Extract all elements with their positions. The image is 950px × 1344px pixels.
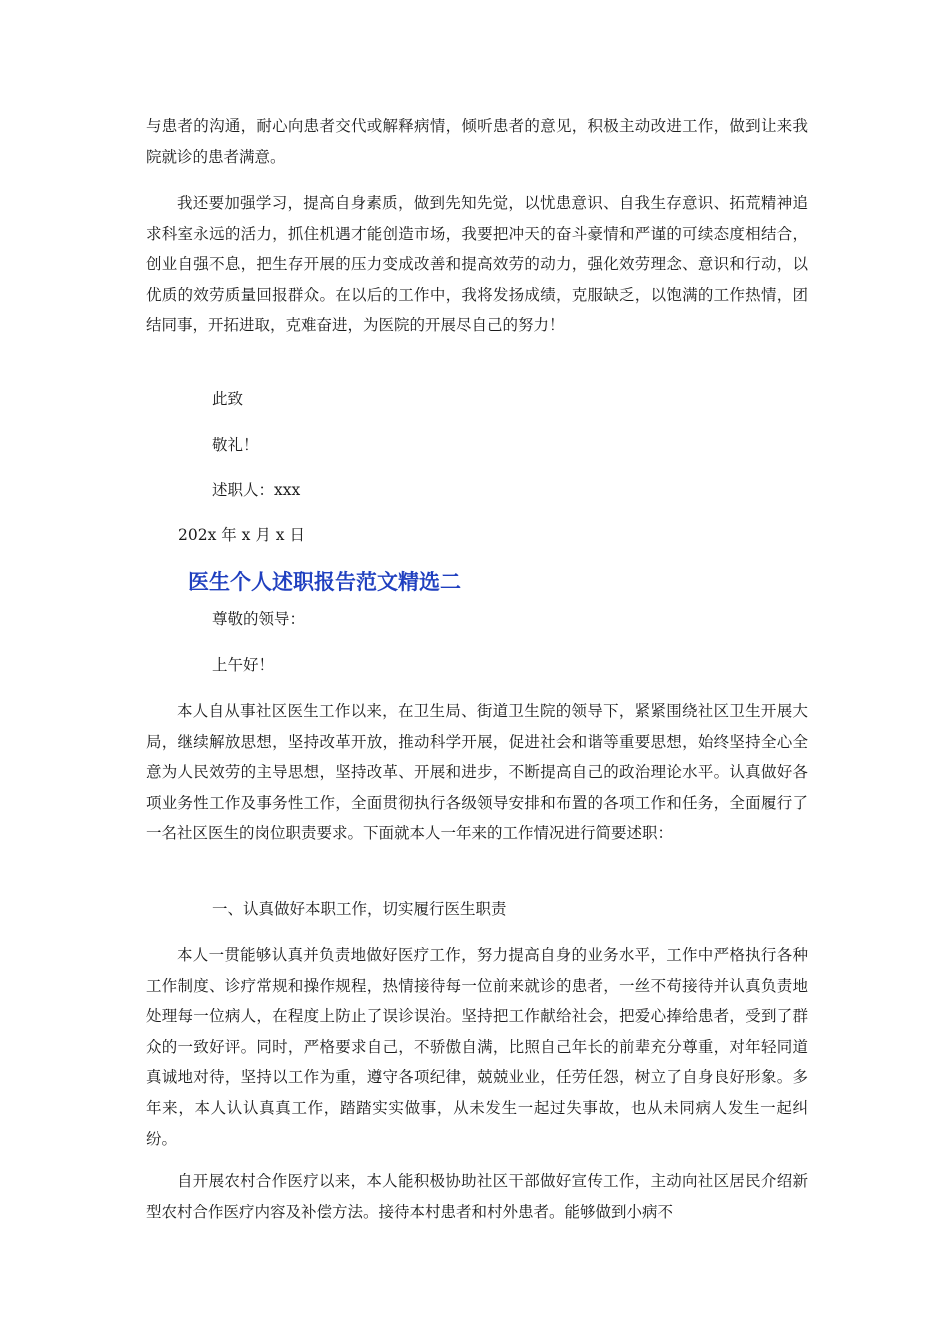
greeting: 上午好！	[212, 656, 275, 674]
report-date: 202x 年 x 月 x 日	[178, 526, 305, 544]
paragraph-rural: 自开展农村合作医疗以来，本人能积极协助社区干部做好宣传工作，主动向社区居民介绍新型农村合作医疗内容及补偿方法。接待本村患者和村外患者。能够做到小病不	[146, 1172, 808, 1221]
subheading-duty: 一、认真做好本职工作，切实履行医生职责	[212, 900, 507, 918]
salutation: 尊敬的领导：	[212, 610, 306, 628]
paragraph-intro: 本人自从事社区医生工作以来，在卫生局、街道卫生院的领导下，紧紧围绕社区卫生开展大局，继续解放思想，坚持改革开放，推动科学开展，促进社会和谐等重要思想，始终坚持全心全意为人民效劳的主导思想，坚持改革、开展和进步，不断提高自己的政治理论水平。认真做好各项业务性工作及事务性工作，全面贯彻执行各级领导安排和布置的各项工作和任务，全面履行了一名社区医生的岗位职责要求。下面就本人一年来的工作情况进行简要述职：	[146, 702, 808, 843]
paragraph-duty: 本人一贯能够认真并负责地做好医疗工作，努力提高自身的业务水平，工作中严格执行各种工作制度、诊疗常规和操作规程，热情接待每一位前来就诊的患者，一丝不苟接待并认真负责地处理每一位病人，在程度上防止了误诊误治。坚持把工作献给社会，把爱心捧给患者，受到了群众的一致好评。同时，严格要求自己，不骄傲自满，比照自己年长的前辈充分尊重，对年轻同道真诚地对待，坚持以工作为重，遵守各项纪律，兢兢业业，任劳任怨，树立了自身良好形象。多年来，本人认认真真工作，踏踏实实做事，从未发生一起过失事故，也从未同病人发生一起纠纷。	[146, 946, 808, 1148]
signature: 述职人：xxx	[212, 481, 301, 499]
closing-jing-li: 敬礼！	[212, 436, 259, 454]
paragraph-study: 我还要加强学习，提高自身素质，做到先知先觉，以忧患意识、自我生存意识、拓荒精神追求科室永远的活力，抓住机遇才能创造市场，我要把冲天的奋斗豪情和严谨的可续态度相结合，创业自强不息，把生存开展的压力变成改善和提高效劳的动力，强化效劳理念、意识和行动，以优质的效劳质量回报群众。在以后的工作中，我将发扬成绩，克服缺乏，以饱满的工作热情，团结同事，开拓进取，克难奋进，为医院的开展尽自己的努力！	[146, 194, 808, 335]
continuation-paragraph: 与患者的沟通，耐心向患者交代或解释病情，倾听患者的意见，积极主动改进工作，做到让来我院就诊的患者满意。	[146, 117, 808, 166]
section-title: 医生个人述职报告范文精选二	[188, 570, 461, 594]
closing-ci-zhi: 此致	[212, 390, 244, 408]
